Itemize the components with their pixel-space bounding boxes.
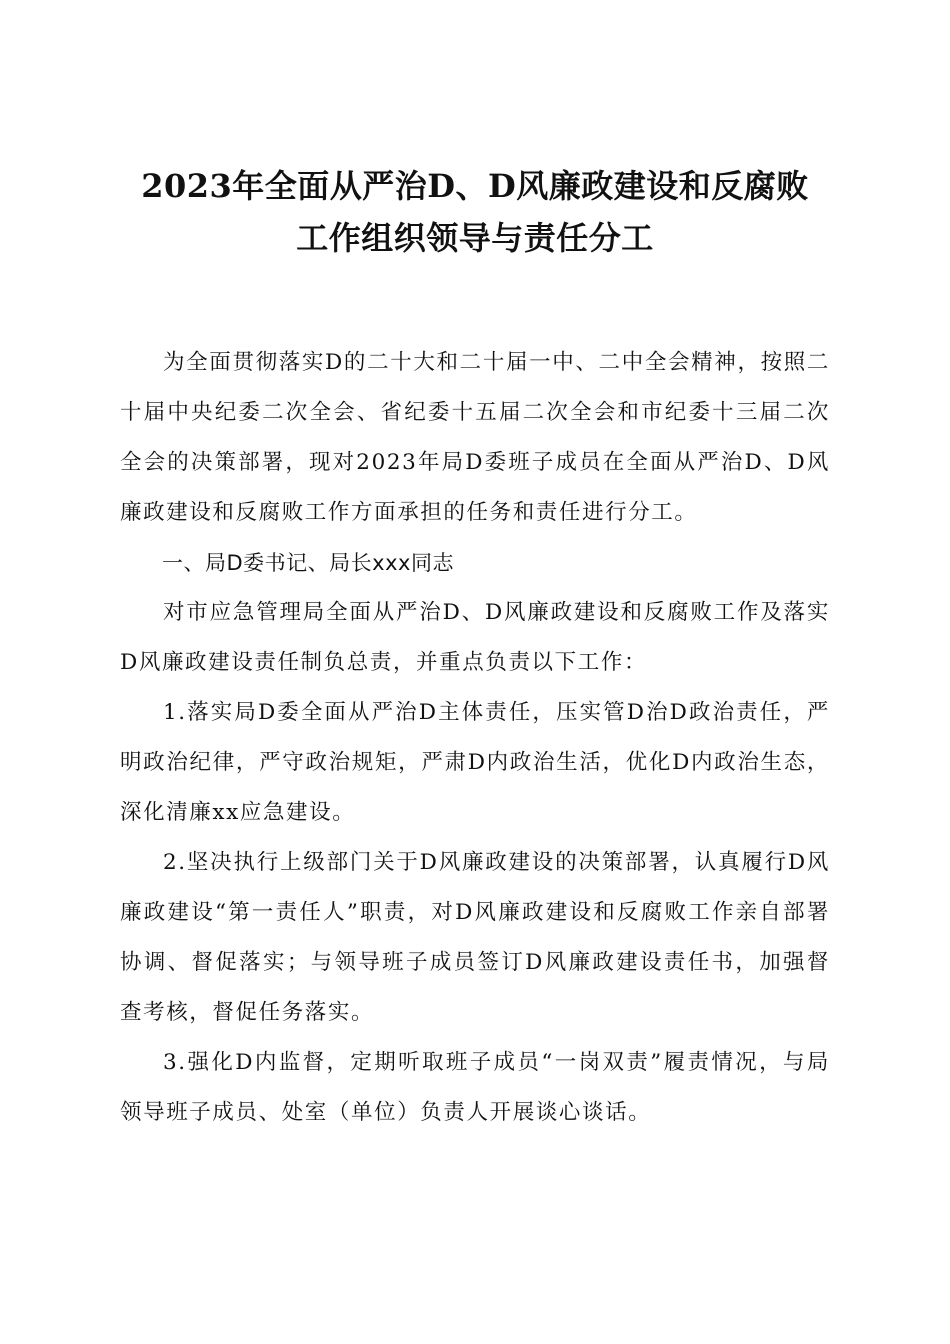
title-line-2: 工作组织领导与责任分工 xyxy=(296,219,654,257)
section-heading-1: 一、局D委书记、局长xxx同志 xyxy=(162,551,454,575)
list-item-1: 1.落实局D委全面从严治D主体责任，压实管D治D政治责任，严明政治纪律，严守政治规矩，严肃D内政治生活，优化D内政治生态，深化清廉xx应急建设。 xyxy=(120,700,830,825)
section-lead-paragraph: 对市应急管理局全面从严治D、D风廉政建设和反腐败工作及落实D风廉政建设责任制负总责，并重点负责以下工作： xyxy=(120,600,830,675)
document-body xyxy=(120,338,830,1138)
list-item-3: 3.强化D内监督，定期听取班子成员“一岗双责”履责情况，与局领导班子成员、处室（单位）负责人开展谈心谈话。 xyxy=(120,1050,830,1125)
list-item-2: 2.坚决执行上级部门关于D风廉政建设的决策部署，认真履行D风廉政建设“第一责任人”职责，对D风廉政建设和反腐败工作亲自部署协调、督促落实；与领导班子成员签订D风廉政建设责任书，加强督查考核，督促任务落实。 xyxy=(120,850,830,1025)
title-line-1: 2023年全面从严治D、D风廉政建设和反腐败 xyxy=(141,167,809,205)
intro-paragraph: 为全面贯彻落实D的二十大和二十届一中、二中全会精神，按照二十届中央纪委二次全会、省纪委十五届二次全会和市纪委十三届二次全会的决策部署，现对2023年局D委班子成员在全面从严治D、D风廉政建设和反腐败工作方面承担的任务和责任进行分工。 xyxy=(120,350,830,525)
document-title xyxy=(100,160,850,264)
